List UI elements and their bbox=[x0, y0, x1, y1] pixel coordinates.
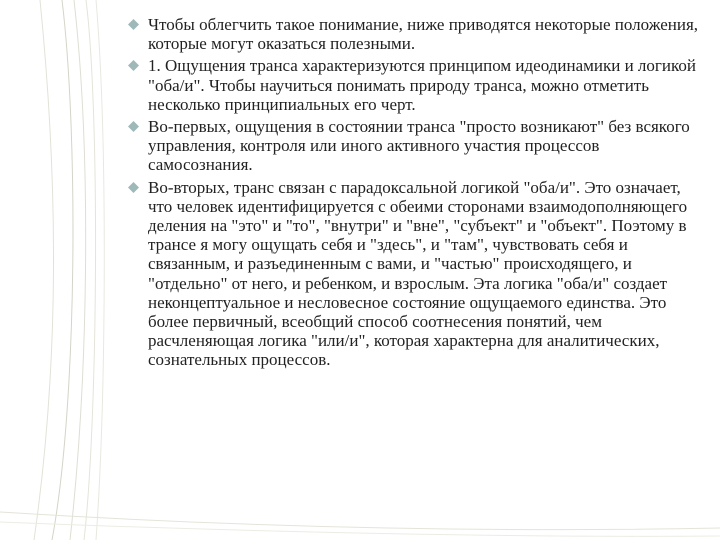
bullet-list bbox=[126, 15, 701, 373]
bullet-diamond-icon bbox=[128, 121, 139, 132]
bullet-diamond-icon bbox=[128, 60, 139, 71]
list-item bbox=[126, 117, 701, 175]
bullet-diamond-icon bbox=[128, 182, 139, 193]
list-item bbox=[126, 178, 701, 370]
list-item bbox=[126, 15, 701, 53]
list-item bbox=[126, 56, 701, 114]
bullet-text: Чтобы облегчить такое понимание, ниже приводятся некоторые положения, которые могут оказаться полезными. bbox=[148, 15, 699, 54]
bullet-text: 1. Ощущения транса характеризуются принципом идеодинамики и логикой "оба/и". Чтобы научиться понимать природу транса, можно отметить несколько принципиальных его черт. bbox=[148, 56, 696, 114]
bullet-text: Во-вторых, транс связан с парадоксальной логикой "оба/и". Это означает, что человек идентифицируется с обеими сторонами взаимодополняющего деления на "это" и "то", "внутри" и "вне", "субъект" и "объект". Поэтому в трансе я могу ощущать себя и "здесь", и "там", чувствовать себя и связанным, и разъединенным с вами, и "частью" происходящего, и "отдельно" от него, и ребенком, и взрослым. Эта логика "оба/и" создает неконцептуальное и несловесное состояние ощущаемого единства. Это более первичный, всеобщий способ соотнесения понятий, чем расчленяющая логика "или/и", которая характерна для аналитических, сознательных процессов. bbox=[148, 177, 688, 370]
bullet-text: Во-первых, ощущения в состоянии транса "просто возникают" без всякого управления, контроля или иного активного участия процессов самосознания. bbox=[148, 117, 690, 175]
bullet-diamond-icon bbox=[128, 19, 139, 30]
